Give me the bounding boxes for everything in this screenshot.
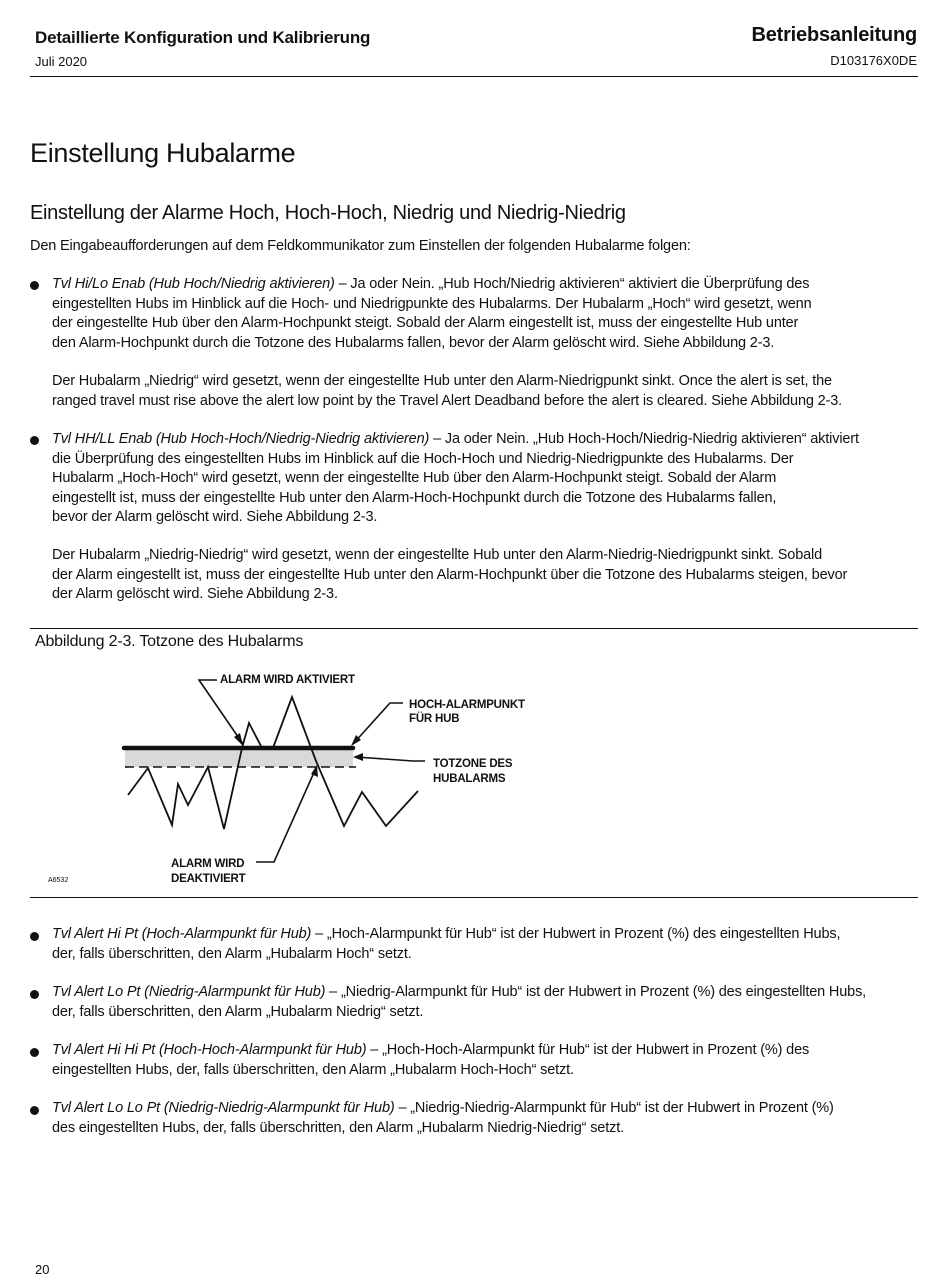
section-heading: Einstellung der Alarme Hoch, Hoch-Hoch, Niedrig und Niedrig-Niedrig — [30, 202, 626, 224]
figure-bottom-rule — [30, 897, 918, 898]
text-line: der Alarm gelöscht wird. Siehe Abbildung 2-3. — [52, 586, 338, 602]
term: Tvl Alert Lo Pt (Niedrig-Alarmpunkt für Hub) — [52, 984, 326, 1000]
figure-code: A6532 — [48, 877, 69, 884]
leader-deactivated — [256, 768, 316, 862]
term: Tvl Alert Hi Hi Pt (Hoch-Hoch-Alarmpunkt für Hub) — [52, 1042, 367, 1058]
section-title: Detaillierte Konfiguration und Kalibrierung — [35, 28, 371, 47]
leader-activated — [199, 680, 243, 744]
leader-highpoint — [353, 703, 403, 744]
bullet-dot — [30, 932, 39, 941]
term: Tvl Alert Hi Pt (Hoch-Alarmpunkt für Hub) — [52, 926, 312, 942]
label-highpoint-line2: FÜR HUB — [409, 713, 460, 725]
text-line: der Alarm eingestellt ist, muss der eingestellte Hub unter den Alarm-Hochpunkt über die Totzone des Hubalarms steigen, bevor — [52, 566, 848, 583]
text-line: eingestellten Hubs, der, falls überschritten, den Alarm „Hubalarm Hoch-Hoch“ setzt. — [52, 1061, 574, 1078]
text-line: Hubalarm „Hoch-Hoch“ wird gesetzt, wenn der eingestellte Hub über den Alarm-Hochpunkt steigt. Sobald der Alarm — [52, 470, 777, 486]
text-line: – „Hoch-Alarmpunkt für Hub“ ist der Hubwert in Prozent (%) des eingestellten Hubs, — [311, 926, 841, 942]
label-highpoint-line1: HOCH-ALARMPUNKT — [409, 699, 525, 711]
text-line: eingestellt ist, muss der eingestellte Hub unter den Alarm-Hoch-Hochpunkt durch die Totzone des Hubalarms fallen, — [52, 489, 777, 506]
list-item-tvl-alert-lo-lo-pt — [52, 1099, 922, 1138]
term: Tvl Alert Lo Lo Pt (Niedrig-Niedrig-Alarmpunkt für Hub) — [52, 1100, 395, 1116]
list-item-tvl-alert-lo-pt — [52, 983, 922, 1022]
arrowhead-icon — [353, 753, 363, 761]
text-line: – Ja oder Nein. „Hub Hoch-Hoch/Niedrig-Niedrig aktivieren“ aktiviert — [429, 431, 859, 447]
label-deadband-line1: TOTZONE DES — [433, 758, 513, 770]
text-line: – „Niedrig-Niedrig-Alarmpunkt für Hub“ ist der Hubwert in Prozent (%) — [394, 1100, 834, 1116]
document-number: D103176X0DE — [830, 53, 917, 68]
text-line: ranged travel must rise above the alert low point by the Travel Alert Deadband before the alert is cleared. Siehe Abbildung 2-3. — [52, 392, 843, 409]
publication-date: Juli 2020 — [35, 54, 88, 69]
text-line: den Alarm-Hochpunkt durch die Totzone des Hubalarms fallen, bevor der Alarm gelöscht wird. Siehe Abbildung 2-3. — [52, 334, 775, 351]
text-line: der, falls überschritten, den Alarm „Hubalarm Hoch“ setzt. — [52, 945, 412, 962]
term: Tvl Hi/Lo Enab (Hub Hoch/Niedrig aktivieren) — [52, 276, 335, 292]
term: Tvl HH/LL Enab (Hub Hoch-Hoch/Niedrig-Niedrig aktivieren) — [52, 431, 430, 447]
text-line: Der Hubalarm „Niedrig-Niedrig“ wird gesetzt, wenn der eingestellte Hub unter den Alarm-Niedrig-Niedrigpunkt sinkt. Sobald — [52, 547, 823, 563]
page-heading: Einstellung Hubalarme — [30, 138, 296, 168]
text-line: des eingestellten Hubs, der, falls überschritten, den Alarm „Hubalarm Niedrig-Niedrig“ setzt. — [52, 1119, 624, 1136]
text-line: – „Hoch-Hoch-Alarmpunkt für Hub“ ist der Hubwert in Prozent (%) des — [366, 1042, 810, 1058]
text-line: eingestellten Hubs im Hinblick auf die Hoch- und Niedrigpunkte des Hubalarms. Der Hubalarm „Hoch“ wird gesetzt, wenn — [52, 295, 812, 312]
text-line: – „Niedrig-Alarmpunkt für Hub“ ist der Hubwert in Prozent (%) des eingestellten Hubs, — [325, 984, 867, 1000]
bullet-dot — [30, 1048, 39, 1057]
label-deadband-line2: HUBALARMS — [433, 773, 506, 785]
label-deactivated-line2: DEAKTIVIERT — [171, 873, 246, 885]
text-line: bevor der Alarm gelöscht wird. Siehe Abbildung 2-3. — [52, 509, 378, 525]
text-line: der eingestellte Hub über den Alarm-Hochpunkt steigt. Sobald der Alarm eingestellt ist, muss der eingestellte Hub unter — [52, 315, 799, 331]
leader-deadband — [356, 757, 425, 761]
intro-paragraph: Den Eingabeaufforderungen auf dem Feldkommunikator zum Einstellen der folgenden Hubalarme folgen: — [30, 238, 691, 254]
list-item-tvl-alert-hi-hi-pt — [52, 1041, 922, 1080]
arrowhead-icon — [234, 733, 243, 746]
figure-caption: Abbildung 2-3. Totzone des Hubalarms — [35, 633, 304, 650]
bullet-dot — [30, 990, 39, 999]
bullet-dot — [30, 1106, 39, 1115]
text-line: der, falls überschritten, den Alarm „Hubalarm Niedrig“ setzt. — [52, 1003, 424, 1020]
label-deactivated-line1: ALARM WIRD — [171, 858, 245, 870]
text-line: Der Hubalarm „Niedrig“ wird gesetzt, wenn der eingestellte Hub unter den Alarm-Niedrigpunkt sinkt. Once the alert is set, the — [52, 373, 832, 389]
text-line: die Überprüfung des eingestellten Hubs im Hinblick auf die Hoch-Hoch und Niedrig-Niedrigpunkte des Hubalarms. Der — [52, 450, 794, 467]
text-line: – Ja oder Nein. „Hub Hoch/Niedrig aktivieren“ aktiviert die Überprüfung des — [334, 276, 810, 292]
page-number: 20 — [35, 1262, 50, 1277]
manual-title: Betriebsanleitung — [751, 24, 917, 46]
label-alarm-activated: ALARM WIRD AKTIVIERT — [220, 674, 355, 686]
list-item-tvl-alert-hi-pt — [52, 925, 922, 964]
